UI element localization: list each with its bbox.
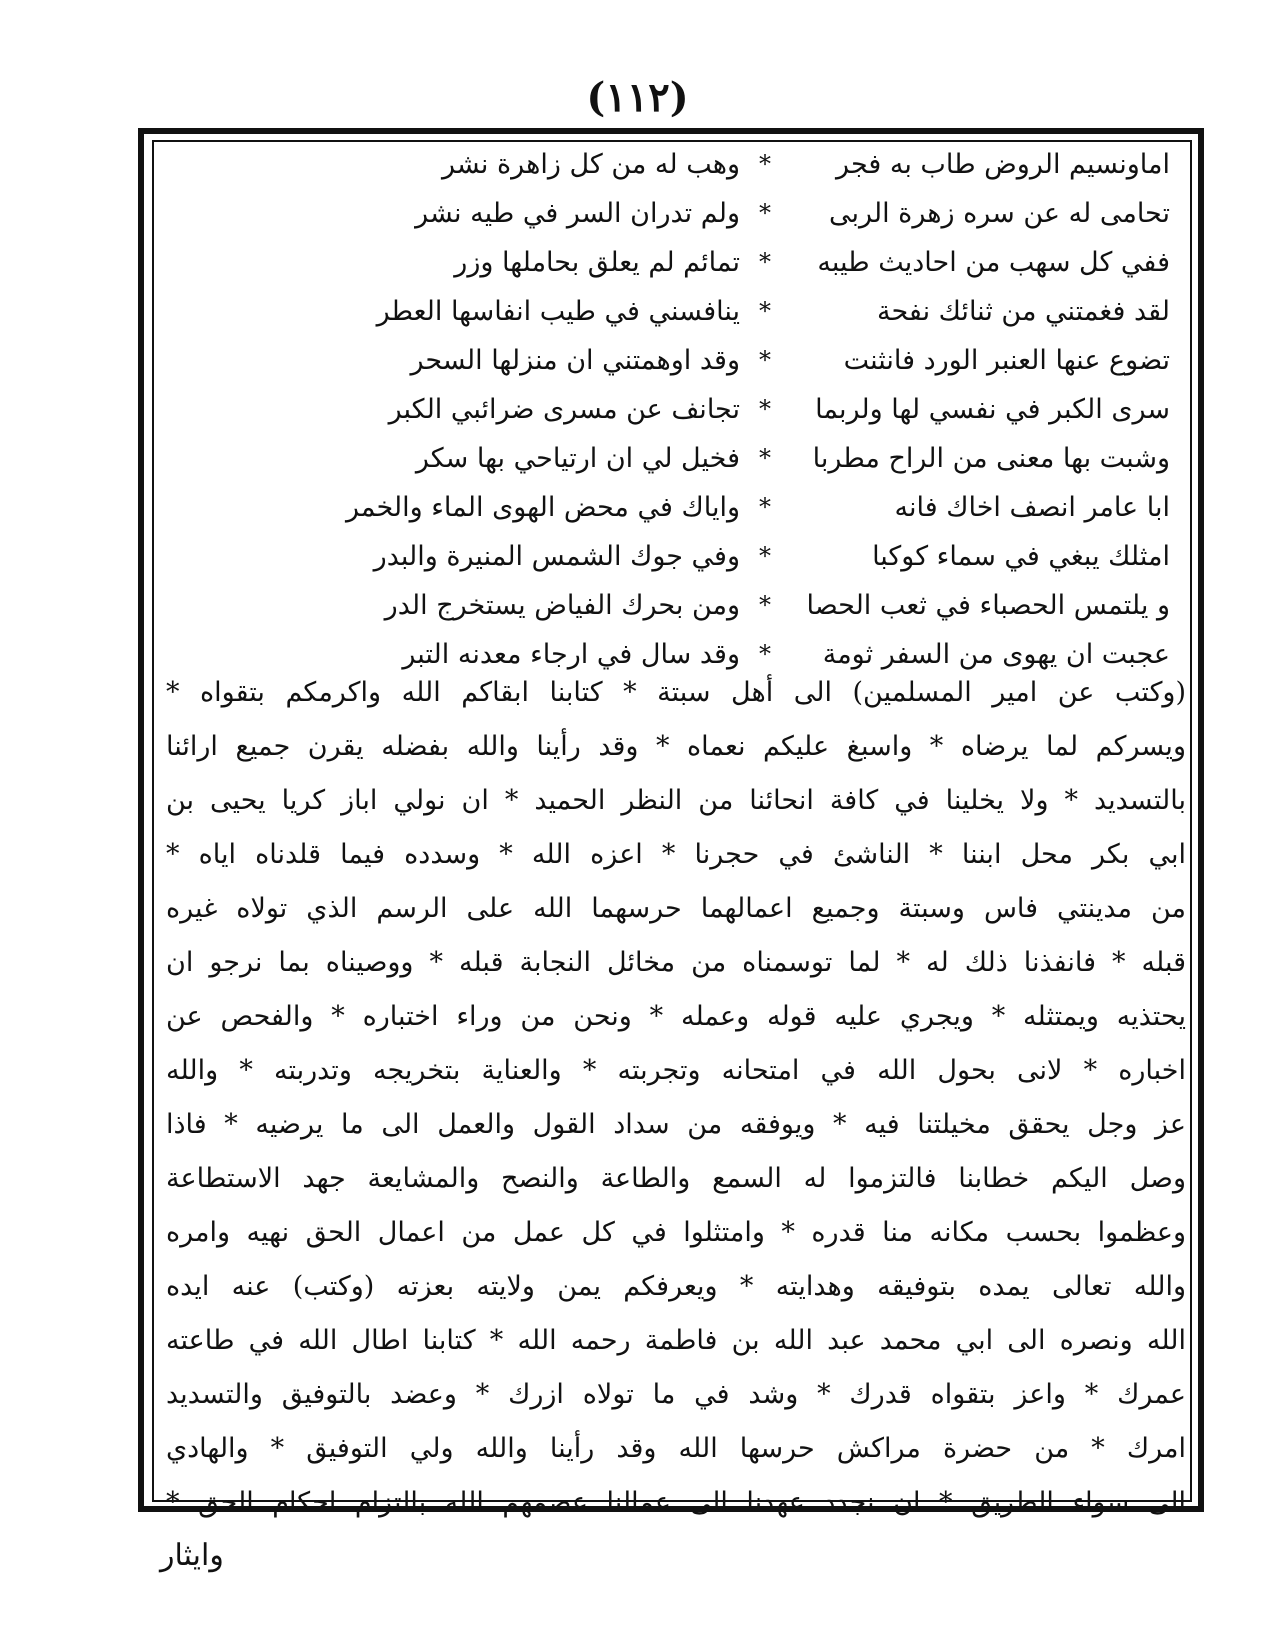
- verse-second-hemistich: وقد اوهمتني ان منزلها السحر: [410, 345, 740, 376]
- verse-second-hemistich: ينافسني في طيب انفاسها العطر: [376, 296, 740, 327]
- prose-line: ابي بكر محل ابننا * الناشئ في حجرنا * اعزه الله * وسدده فيما قلدناه اياه *: [166, 839, 1186, 870]
- verse-separator-star: *: [759, 248, 771, 276]
- prose-line: وصل اليكم خطابنا فالتزموا له السمع والطاعة والنصح والمشايعة جهد الاستطاعة: [166, 1163, 1186, 1194]
- poem-verse: [160, 189, 1190, 238]
- prose-line: قبله * فانفذنا ذلك له * لما توسمناه من مخائل النجابة قبله * ووصيناه بما نرجو ان: [166, 947, 1186, 978]
- prose-line: والله تعالى يمده بتوفيقه وهدايته * ويعرفكم يمن ولايته بعزته (وكتب) عنه ايده: [166, 1271, 1186, 1302]
- verse-second-hemistich: وهب له من كل زاهرة نشر: [441, 149, 740, 180]
- verse-first-hemistich: و يلتمس الحصباء في ثعب الحصا: [806, 590, 1170, 621]
- verse-first-hemistich: لقد فغمتني من ثنائك نفحة: [877, 296, 1170, 327]
- verse-first-hemistich: تحامى له عن سره زهرة الربى: [828, 198, 1170, 229]
- verse-first-hemistich: وشبت بها معنى من الراح مطربا: [812, 443, 1170, 474]
- prose-line: ويسركم لما يرضاه * واسبغ عليكم نعماه * وقد رأينا والله بفضله يقرن جميع ارائنا: [166, 731, 1186, 762]
- verse-separator-star: *: [759, 542, 771, 570]
- verse-first-hemistich: اماونسيم الروض طاب به فجر: [836, 149, 1170, 180]
- prose-line: عز وجل يحقق مخيلتنا فيه * ويوفقه من سداد القول والعمل الى ما يرضيه * فاذا: [166, 1109, 1186, 1140]
- verse-separator-star: *: [759, 346, 771, 374]
- verse-first-hemistich: سرى الكبر في نفسي لها ولربما: [815, 394, 1170, 425]
- prose-line: يحتذيه ويمتثله * ويجري عليه قوله وعمله * ونحن من وراء اختباره * والفحص عن: [166, 1001, 1186, 1032]
- prose-line: بالتسديد * ولا يخلينا في كافة انحائنا من النظر الحميد * ان نولي اباز كريا يحيى بن: [166, 785, 1186, 816]
- verse-separator-star: *: [759, 199, 771, 227]
- verse-separator-star: *: [759, 444, 771, 472]
- poem-verse: [160, 532, 1190, 581]
- verse-second-hemistich: فخيل لي ان ارتياحي بها سكر: [415, 443, 740, 474]
- verse-second-hemistich: تجانف عن مسرى ضرائبي الكبر: [388, 394, 740, 425]
- prose-line: وعظموا بحسب مكانه منا قدره * وامتثلوا في كل عمل من اعمال الحق نهيه وامره: [166, 1217, 1186, 1248]
- verse-first-hemistich: تضوع عنها العنبر الورد فانثنت: [843, 345, 1170, 376]
- verse-second-hemistich: وقد سال في ارجاء معدنه التبر: [402, 639, 740, 670]
- prose-line: عمرك * واعز بتقواه قدرك * وشد في ما تولاه ازرك * وعضد بالتوفيق والتسديد: [166, 1379, 1186, 1410]
- verse-separator-star: *: [759, 640, 771, 668]
- verse-separator-star: *: [759, 150, 771, 178]
- prose-line: امرك * من حضرة مراكش حرسها الله وقد رأينا والله ولي التوفيق * والهادي: [166, 1433, 1186, 1464]
- prose-block: [166, 666, 1186, 1530]
- poem-verse: [160, 434, 1190, 483]
- verse-second-hemistich: تمائم لم يعلق بحاملها وزر: [454, 247, 740, 278]
- verse-second-hemistich: ولم تدران السر في طيه نشر: [415, 198, 740, 229]
- verse-separator-star: *: [759, 493, 771, 521]
- prose-line: الى سواء الطريق * ان نجدد عهدنا الى عمالنا عصمهم الله بالتزام احكام الحق *: [166, 1487, 1186, 1518]
- poem-verse: [160, 238, 1190, 287]
- poem-verse: [160, 385, 1190, 434]
- poem-verse: [160, 581, 1190, 630]
- prose-line: من مدينتي فاس وسبتة وجميع اعمالهما حرسهما الله على الرسم الذي تولاه غيره: [166, 893, 1186, 924]
- poem-verse: [160, 483, 1190, 532]
- catchword: وايثار: [160, 1538, 224, 1573]
- poem-verse: [160, 336, 1190, 385]
- verse-second-hemistich: ومن بحرك الفياض يستخرج الدر: [384, 590, 740, 621]
- verse-separator-star: *: [759, 591, 771, 619]
- verse-first-hemistich: عجبت ان يهوى من السفر ثومة: [822, 639, 1170, 670]
- prose-line: اخباره * لانى بحول الله في امتحانه وتجربته * والعناية بتخريجه وتدربته * والله: [166, 1055, 1186, 1086]
- poem-verse: [160, 287, 1190, 336]
- verse-second-hemistich: واياك في محض الهوى الماء والخمر: [345, 492, 740, 523]
- poem-verse: [160, 140, 1190, 189]
- verse-separator-star: *: [759, 297, 771, 325]
- prose-line: (وكتب عن امير المسلمين) الى أهل سبتة * كتابنا ابقاكم الله واكرمكم بتقواه *: [166, 677, 1186, 708]
- verse-first-hemistich: ففي كل سهب من احاديث طيبه: [817, 247, 1170, 278]
- verse-separator-star: *: [759, 395, 771, 423]
- verse-second-hemistich: وفي جوك الشمس المنيرة والبدر: [373, 541, 740, 572]
- verse-first-hemistich: امثلك يبغي في سماء كوكبا: [872, 541, 1170, 572]
- poem-block: [160, 140, 1190, 680]
- prose-line: الله ونصره الى ابي محمد عبد الله بن فاطمة رحمه الله * كتابنا اطال الله في طاعته: [166, 1325, 1186, 1356]
- verse-first-hemistich: ابا عامر انصف اخاك فانه: [894, 492, 1170, 523]
- page-number: (١١٢): [586, 74, 689, 121]
